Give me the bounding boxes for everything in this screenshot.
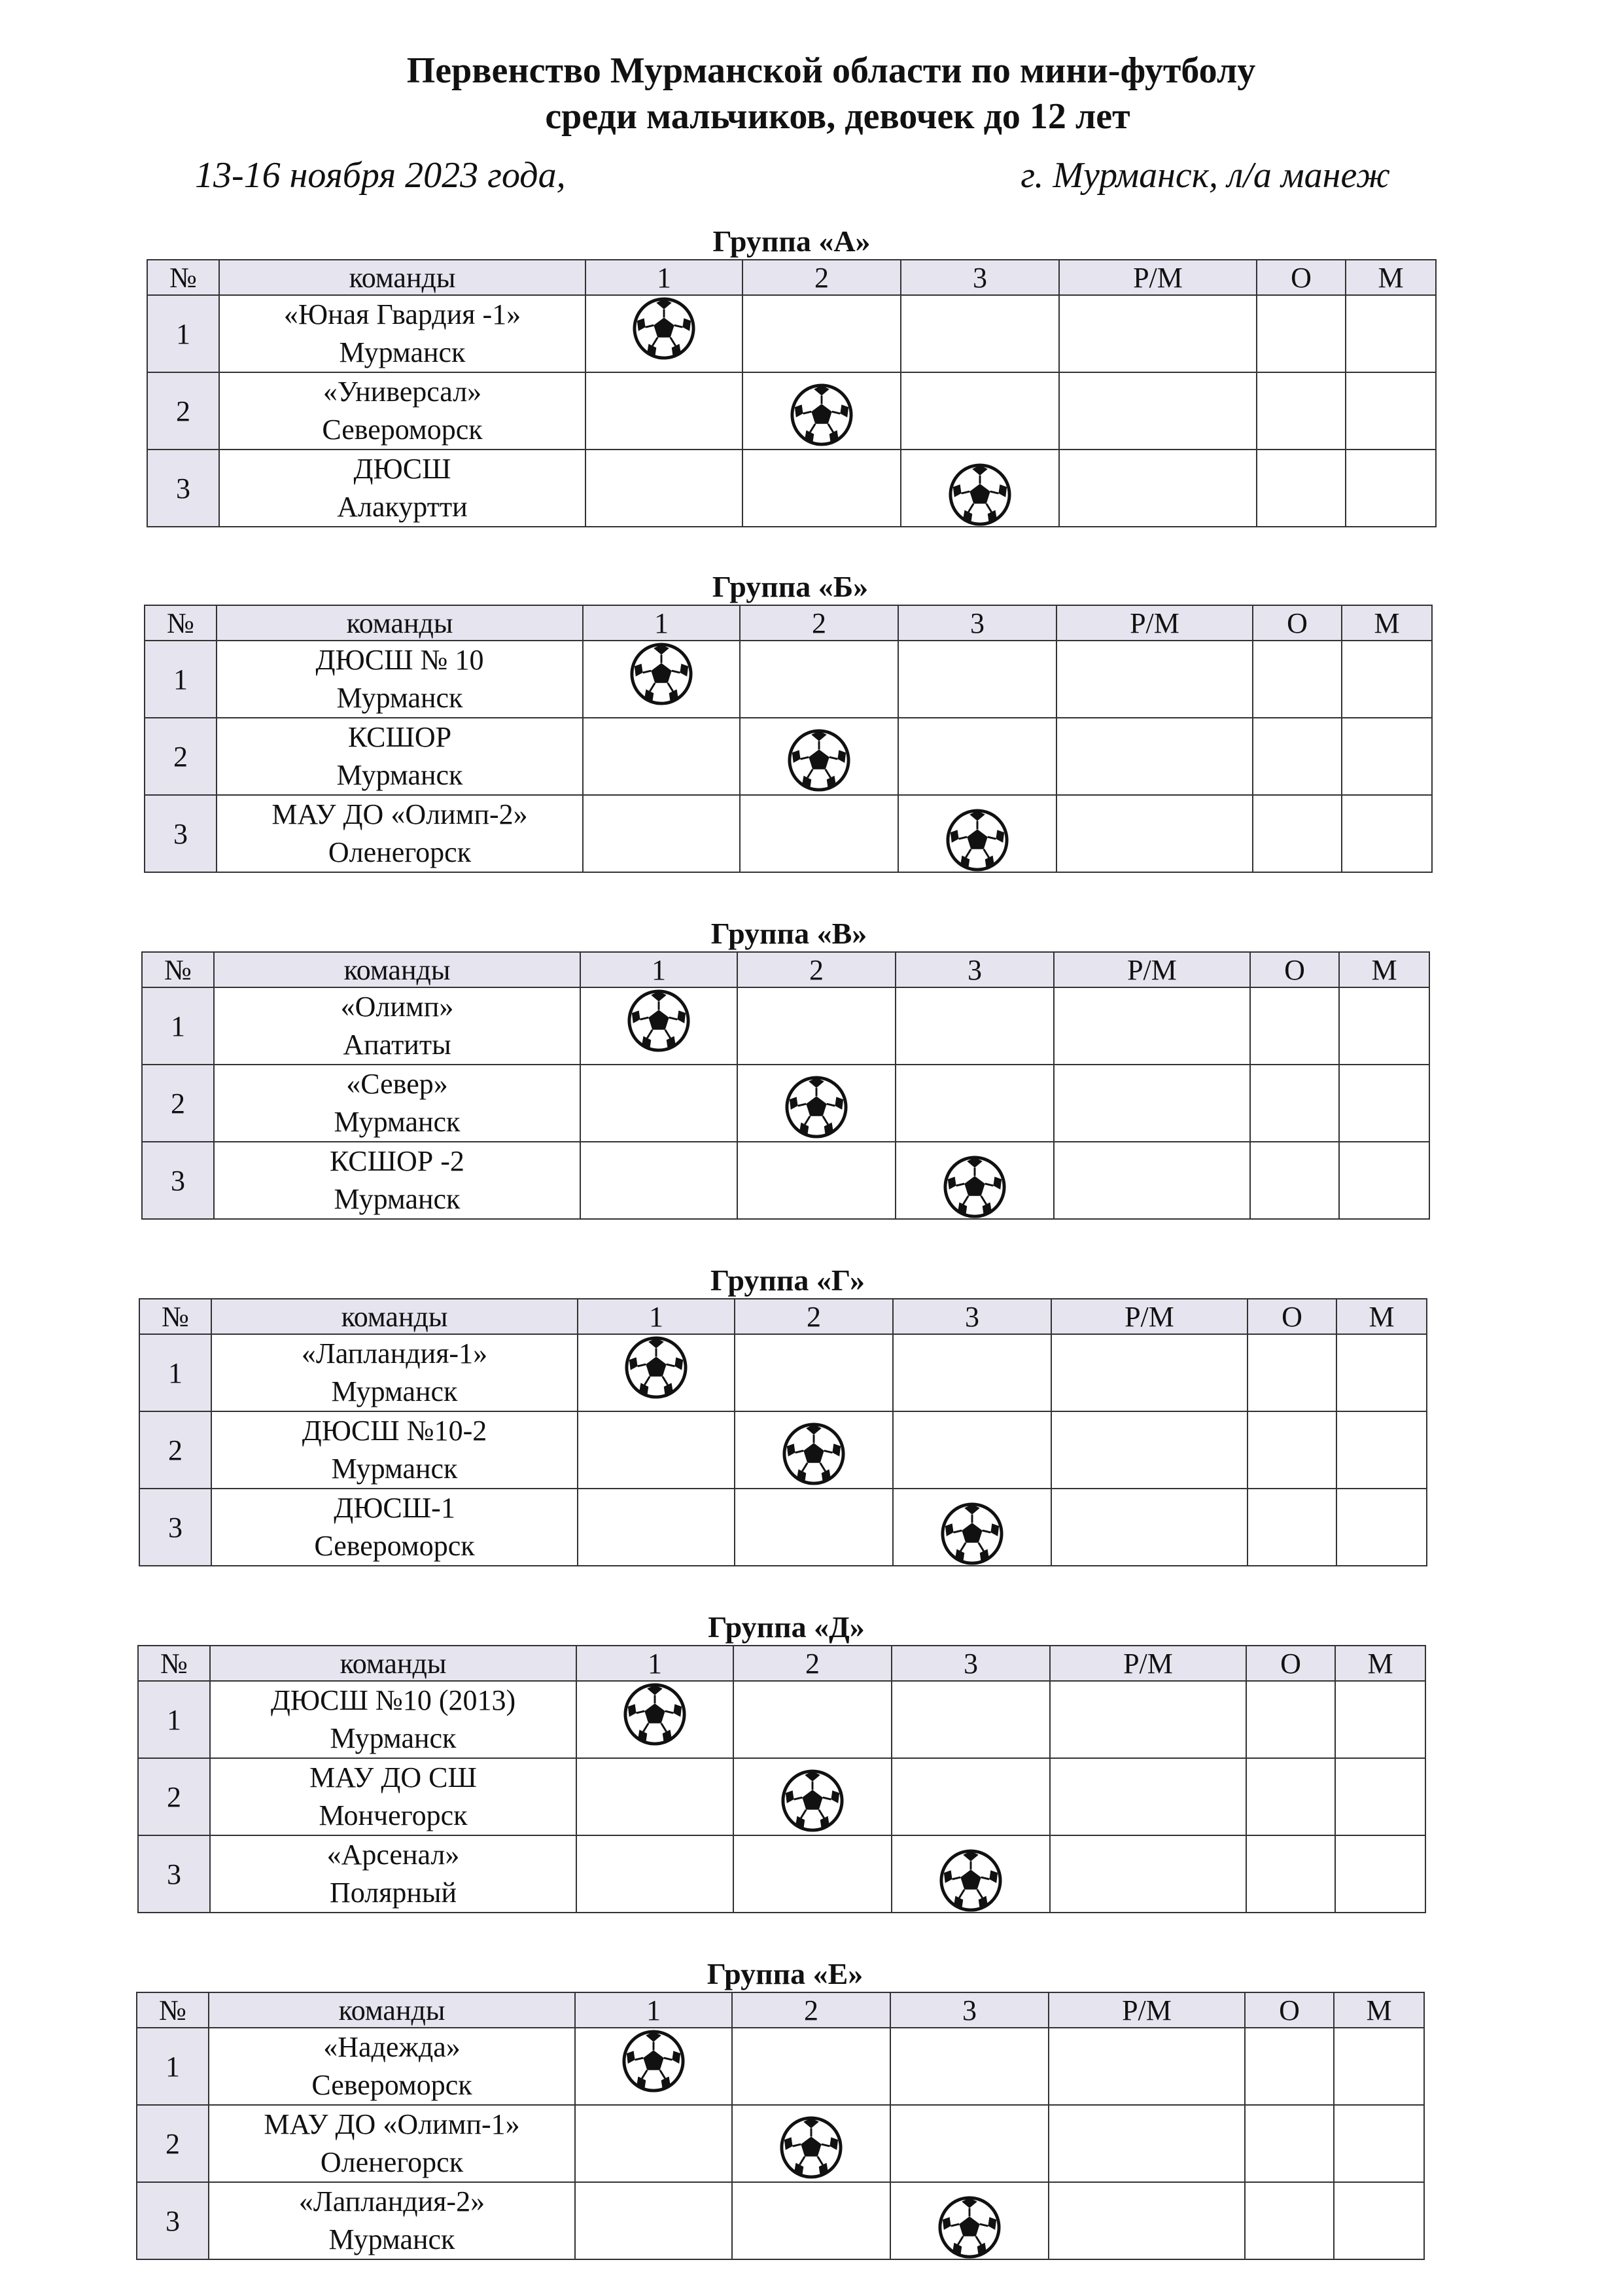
- place-cell: [1335, 1681, 1425, 1758]
- column-header: О: [1245, 1992, 1334, 2028]
- team-number: 3: [137, 2182, 209, 2259]
- points-cell: [1257, 372, 1346, 450]
- team-city: Мурманск: [328, 2223, 455, 2255]
- goal-diff-cell: [1050, 1758, 1246, 1835]
- group-title: [712, 224, 871, 258]
- score-cell: [890, 2028, 1049, 2105]
- place-cell: [1334, 2028, 1424, 2105]
- team-name: «Лапландия-1»: [301, 1337, 488, 1369]
- table-header-row: [138, 1646, 1425, 1681]
- team-name: «Арсенал»: [326, 1839, 460, 1871]
- soccer-ball-icon: [780, 1769, 845, 1833]
- group-title-text: Группа «А»: [712, 224, 871, 258]
- team-name: КСШОР: [347, 721, 452, 753]
- team-number: 1: [142, 987, 214, 1065]
- column-header: М: [1342, 605, 1432, 641]
- team-number: 2: [139, 1411, 211, 1489]
- column-header: Р/М: [1059, 260, 1257, 295]
- team-city: Североморск: [314, 1530, 475, 1562]
- team-city: Мурманск: [339, 336, 466, 368]
- self-match-cell: [898, 795, 1056, 872]
- soccer-ball-icon: [939, 1848, 1003, 1913]
- team-cell: [209, 2182, 575, 2259]
- goal-diff-cell: [1054, 987, 1250, 1065]
- group-table: [144, 605, 1433, 873]
- column-header: О: [1257, 260, 1346, 295]
- team-cell: [211, 1489, 578, 1566]
- team-number: 1: [139, 1334, 211, 1411]
- points-cell: [1248, 1489, 1336, 1566]
- column-header: Р/М: [1051, 1299, 1248, 1334]
- column-header: №: [137, 1992, 209, 2028]
- column-header: №: [138, 1646, 210, 1681]
- column-header: 2: [733, 1646, 892, 1681]
- team-cell: [217, 795, 583, 872]
- self-match-cell: [740, 718, 898, 795]
- score-cell: [893, 1334, 1051, 1411]
- team-number: 2: [138, 1758, 210, 1835]
- score-cell: [898, 718, 1056, 795]
- team-cell: [217, 641, 583, 718]
- team-number: 3: [138, 1835, 210, 1913]
- self-match-cell: [737, 1065, 896, 1142]
- goal-diff-cell: [1051, 1411, 1248, 1489]
- team-name: «Лапландия-2»: [298, 2185, 485, 2217]
- column-header: 2: [732, 1992, 890, 2028]
- table-row: [147, 450, 1436, 527]
- column-header: 2: [740, 605, 898, 641]
- team-cell: [209, 2028, 575, 2105]
- team-name: МАУ ДО «Олимп-2»: [271, 798, 528, 830]
- column-header: Р/М: [1056, 605, 1253, 641]
- column-header: 3: [898, 605, 1056, 641]
- score-cell: [732, 2028, 890, 2105]
- self-match-cell: [576, 1681, 733, 1758]
- table-row: [138, 1758, 1425, 1835]
- table-header-row: [139, 1299, 1427, 1334]
- points-cell: [1245, 2028, 1334, 2105]
- goal-diff-cell: [1049, 2028, 1245, 2105]
- self-match-cell: [580, 987, 737, 1065]
- soccer-ball-icon: [782, 1422, 846, 1486]
- self-match-cell: [575, 2028, 732, 2105]
- self-match-cell: [583, 641, 740, 718]
- column-header: 1: [583, 605, 740, 641]
- team-name: ДЮСШ: [353, 453, 451, 485]
- score-cell: [580, 1065, 737, 1142]
- score-cell: [737, 1142, 896, 1219]
- score-cell: [740, 641, 898, 718]
- team-number: 3: [139, 1489, 211, 1566]
- group-table: [136, 1992, 1425, 2260]
- event-dates: 13-16 ноября 2023 года,: [195, 155, 566, 196]
- team-name: ДЮСШ-1: [334, 1492, 455, 1524]
- score-cell: [742, 450, 901, 527]
- column-header: команды: [219, 260, 585, 295]
- team-name: ДЮСШ №10 (2013): [270, 1684, 516, 1716]
- team-cell: [211, 1334, 578, 1411]
- score-cell: [735, 1334, 893, 1411]
- score-cell: [585, 372, 742, 450]
- column-header: команды: [217, 605, 583, 641]
- goal-diff-cell: [1059, 450, 1257, 527]
- points-cell: [1253, 718, 1342, 795]
- column-header: команды: [211, 1299, 578, 1334]
- points-cell: [1253, 641, 1342, 718]
- points-cell: [1257, 450, 1346, 527]
- self-match-cell: [735, 1411, 893, 1489]
- goal-diff-cell: [1050, 1681, 1246, 1758]
- soccer-ball-icon: [623, 1682, 687, 1746]
- place-cell: [1336, 1489, 1427, 1566]
- place-cell: [1339, 987, 1429, 1065]
- table-row: [142, 1142, 1429, 1219]
- column-header: О: [1253, 605, 1342, 641]
- column-header: Р/М: [1054, 952, 1250, 987]
- score-cell: [896, 1065, 1054, 1142]
- team-number: 2: [142, 1065, 214, 1142]
- soccer-ball-icon: [632, 296, 696, 361]
- self-match-cell: [733, 1758, 892, 1835]
- column-header: 3: [893, 1299, 1051, 1334]
- soccer-ball-icon: [948, 463, 1012, 527]
- team-number: 1: [147, 295, 219, 372]
- team-city: Алакуртти: [337, 491, 468, 523]
- column-header: 2: [742, 260, 901, 295]
- goal-diff-cell: [1049, 2105, 1245, 2182]
- column-header: №: [139, 1299, 211, 1334]
- team-city: Североморск: [322, 414, 483, 446]
- table-row: [138, 1835, 1425, 1913]
- column-header: М: [1339, 952, 1429, 987]
- score-cell: [575, 2105, 732, 2182]
- soccer-ball-icon: [943, 1155, 1007, 1219]
- score-cell: [576, 1758, 733, 1835]
- team-number: 3: [145, 795, 217, 872]
- group-title-text: Группа «Б»: [712, 570, 869, 603]
- score-cell: [890, 2105, 1049, 2182]
- team-city: Мурманск: [330, 1722, 457, 1754]
- score-cell: [575, 2182, 732, 2259]
- team-city: Мурманск: [331, 1375, 458, 1407]
- team-name: «Универсал»: [323, 376, 482, 408]
- table-header-row: [142, 952, 1429, 987]
- score-cell: [580, 1142, 737, 1219]
- team-name: МАУ ДО СШ: [309, 1761, 477, 1793]
- table-row: [138, 1681, 1425, 1758]
- table-row: [142, 1065, 1429, 1142]
- score-cell: [576, 1835, 733, 1913]
- self-match-cell: [892, 1835, 1050, 1913]
- goal-diff-cell: [1051, 1489, 1248, 1566]
- score-cell: [583, 718, 740, 795]
- column-header: О: [1248, 1299, 1336, 1334]
- column-header: команды: [210, 1646, 576, 1681]
- score-cell: [892, 1758, 1050, 1835]
- self-match-cell: [578, 1334, 735, 1411]
- column-header: Р/М: [1049, 1992, 1245, 2028]
- goal-diff-cell: [1059, 372, 1257, 450]
- column-header: 1: [576, 1646, 733, 1681]
- soccer-ball-icon: [621, 2029, 686, 2093]
- team-number: 3: [147, 450, 219, 527]
- score-cell: [732, 2182, 890, 2259]
- points-cell: [1246, 1758, 1335, 1835]
- points-cell: [1245, 2105, 1334, 2182]
- goal-diff-cell: [1051, 1334, 1248, 1411]
- team-name: «Юная Гвардия -1»: [283, 298, 521, 330]
- team-name: КСШОР -2: [330, 1145, 464, 1177]
- event-location: г. Мурманск, л/а манеж: [1021, 155, 1390, 196]
- group-title-text: Группа «В»: [710, 917, 867, 950]
- soccer-ball-icon: [940, 1502, 1004, 1566]
- table-row: [139, 1489, 1427, 1566]
- team-name: «Север»: [346, 1068, 448, 1100]
- score-cell: [740, 795, 898, 872]
- score-cell: [901, 372, 1059, 450]
- place-cell: [1334, 2182, 1424, 2259]
- column-header: команды: [209, 1992, 575, 2028]
- group-title: [712, 569, 869, 604]
- team-number: 3: [142, 1142, 214, 1219]
- table-row: [137, 2182, 1424, 2259]
- score-cell: [901, 295, 1059, 372]
- team-name: МАУ ДО «Олимп-1»: [264, 2108, 520, 2140]
- self-match-cell: [742, 372, 901, 450]
- team-cell: [210, 1758, 576, 1835]
- team-name: ДЮСШ № 10: [315, 644, 484, 676]
- points-cell: [1246, 1835, 1335, 1913]
- soccer-ball-icon: [627, 989, 691, 1053]
- score-cell: [896, 987, 1054, 1065]
- place-cell: [1346, 372, 1436, 450]
- team-city: Мончегорск: [319, 1799, 468, 1831]
- column-header: №: [145, 605, 217, 641]
- team-city: Полярный: [329, 1877, 457, 1909]
- score-cell: [735, 1489, 893, 1566]
- place-cell: [1334, 2105, 1424, 2182]
- place-cell: [1339, 1065, 1429, 1142]
- team-name: «Надежда»: [323, 2031, 461, 2063]
- table-row: [147, 295, 1436, 372]
- column-header: 1: [585, 260, 742, 295]
- team-name: ДЮСШ №10-2: [302, 1415, 487, 1447]
- column-header: 3: [896, 952, 1054, 987]
- team-city: Мурманск: [334, 1106, 461, 1138]
- points-cell: [1257, 295, 1346, 372]
- goal-diff-cell: [1054, 1142, 1250, 1219]
- column-header: М: [1336, 1299, 1427, 1334]
- score-cell: [578, 1411, 735, 1489]
- soccer-ball-icon: [945, 808, 1009, 872]
- column-header: О: [1246, 1646, 1335, 1681]
- place-cell: [1346, 295, 1436, 372]
- score-cell: [898, 641, 1056, 718]
- goal-diff-cell: [1056, 641, 1253, 718]
- soccer-ball-icon: [624, 1335, 688, 1400]
- table-row: [145, 795, 1432, 872]
- team-name: «Олимп»: [340, 991, 454, 1023]
- place-cell: [1335, 1835, 1425, 1913]
- team-city: Оленегорск: [328, 836, 472, 868]
- column-header: 3: [901, 260, 1059, 295]
- soccer-ball-icon: [784, 1075, 848, 1139]
- column-header: 1: [575, 1992, 732, 2028]
- team-cell: [210, 1835, 576, 1913]
- group-table: [137, 1645, 1426, 1913]
- team-city: Мурманск: [336, 682, 463, 714]
- place-cell: [1336, 1411, 1427, 1489]
- place-cell: [1342, 795, 1432, 872]
- team-cell: [219, 372, 585, 450]
- column-header: №: [142, 952, 214, 987]
- table-row: [147, 372, 1436, 450]
- table-row: [142, 987, 1429, 1065]
- group-title: [710, 1263, 865, 1298]
- team-number: 2: [137, 2105, 209, 2182]
- team-cell: [219, 295, 585, 372]
- place-cell: [1335, 1758, 1425, 1835]
- team-city: Североморск: [311, 2069, 472, 2101]
- column-header: 3: [890, 1992, 1049, 2028]
- group-title-text: Группа «Д»: [708, 1610, 865, 1644]
- self-match-cell: [896, 1142, 1054, 1219]
- table-row: [137, 2028, 1424, 2105]
- points-cell: [1253, 795, 1342, 872]
- column-header: №: [147, 260, 219, 295]
- points-cell: [1250, 1142, 1339, 1219]
- column-header: 1: [580, 952, 737, 987]
- group-title: [707, 1956, 864, 1991]
- soccer-ball-icon: [787, 728, 851, 792]
- team-cell: [210, 1681, 576, 1758]
- table-row: [139, 1411, 1427, 1489]
- self-match-cell: [585, 295, 742, 372]
- team-city: Оленегорск: [320, 2146, 464, 2178]
- goal-diff-cell: [1059, 295, 1257, 372]
- self-match-cell: [732, 2105, 890, 2182]
- team-number: 1: [137, 2028, 209, 2105]
- team-city: Мурманск: [336, 759, 463, 791]
- table-header-row: [137, 1992, 1424, 2028]
- table-row: [145, 718, 1432, 795]
- score-cell: [892, 1681, 1050, 1758]
- self-match-cell: [901, 450, 1059, 527]
- goal-diff-cell: [1056, 718, 1253, 795]
- soccer-ball-icon: [629, 642, 693, 706]
- column-header: О: [1250, 952, 1339, 987]
- points-cell: [1246, 1681, 1335, 1758]
- soccer-ball-icon: [779, 2115, 843, 2180]
- column-header: 2: [737, 952, 896, 987]
- score-cell: [742, 295, 901, 372]
- score-cell: [585, 450, 742, 527]
- document-title-line2: среди мальчиков, девочек до 12 лет: [545, 96, 1130, 137]
- score-cell: [733, 1681, 892, 1758]
- goal-diff-cell: [1050, 1835, 1246, 1913]
- column-header: 2: [735, 1299, 893, 1334]
- column-header: 3: [892, 1646, 1050, 1681]
- place-cell: [1342, 641, 1432, 718]
- group-title-text: Группа «Г»: [710, 1263, 865, 1297]
- place-cell: [1339, 1142, 1429, 1219]
- team-cell: [214, 987, 580, 1065]
- team-cell: [211, 1411, 578, 1489]
- team-number: 1: [138, 1681, 210, 1758]
- goal-diff-cell: [1049, 2182, 1245, 2259]
- score-cell: [578, 1489, 735, 1566]
- score-cell: [583, 795, 740, 872]
- table-row: [139, 1334, 1427, 1411]
- team-city: Апатиты: [343, 1029, 451, 1061]
- points-cell: [1250, 987, 1339, 1065]
- soccer-ball-icon: [937, 2195, 1002, 2259]
- group-title: [710, 916, 867, 951]
- table-row: [145, 641, 1432, 718]
- soccer-ball-icon: [790, 383, 854, 447]
- team-number: 1: [145, 641, 217, 718]
- team-cell: [214, 1065, 580, 1142]
- score-cell: [737, 987, 896, 1065]
- group-table: [141, 951, 1430, 1220]
- team-cell: [214, 1142, 580, 1219]
- goal-diff-cell: [1054, 1065, 1250, 1142]
- team-number: 2: [145, 718, 217, 795]
- column-header: 1: [578, 1299, 735, 1334]
- self-match-cell: [890, 2182, 1049, 2259]
- team-cell: [217, 718, 583, 795]
- group-title-text: Группа «Е»: [707, 1957, 864, 1990]
- team-number: 2: [147, 372, 219, 450]
- self-match-cell: [893, 1489, 1051, 1566]
- group-table: [139, 1298, 1427, 1566]
- place-cell: [1342, 718, 1432, 795]
- points-cell: [1248, 1334, 1336, 1411]
- table-row: [137, 2105, 1424, 2182]
- group-table: [147, 259, 1437, 527]
- team-cell: [209, 2105, 575, 2182]
- column-header: Р/М: [1050, 1646, 1246, 1681]
- table-header-row: [147, 260, 1436, 295]
- group-title: [708, 1610, 865, 1644]
- column-header: команды: [214, 952, 580, 987]
- score-cell: [893, 1411, 1051, 1489]
- points-cell: [1250, 1065, 1339, 1142]
- column-header: М: [1346, 260, 1436, 295]
- place-cell: [1346, 450, 1436, 527]
- score-cell: [733, 1835, 892, 1913]
- team-cell: [219, 450, 585, 527]
- column-header: М: [1335, 1646, 1425, 1681]
- table-header-row: [145, 605, 1432, 641]
- team-city: Мурманск: [334, 1183, 461, 1215]
- place-cell: [1336, 1334, 1427, 1411]
- document-title-line1: Первенство Мурманской области по мини-футболу: [406, 50, 1256, 91]
- column-header: М: [1334, 1992, 1424, 2028]
- goal-diff-cell: [1056, 795, 1253, 872]
- points-cell: [1248, 1411, 1336, 1489]
- points-cell: [1245, 2182, 1334, 2259]
- team-city: Мурманск: [331, 1453, 458, 1485]
